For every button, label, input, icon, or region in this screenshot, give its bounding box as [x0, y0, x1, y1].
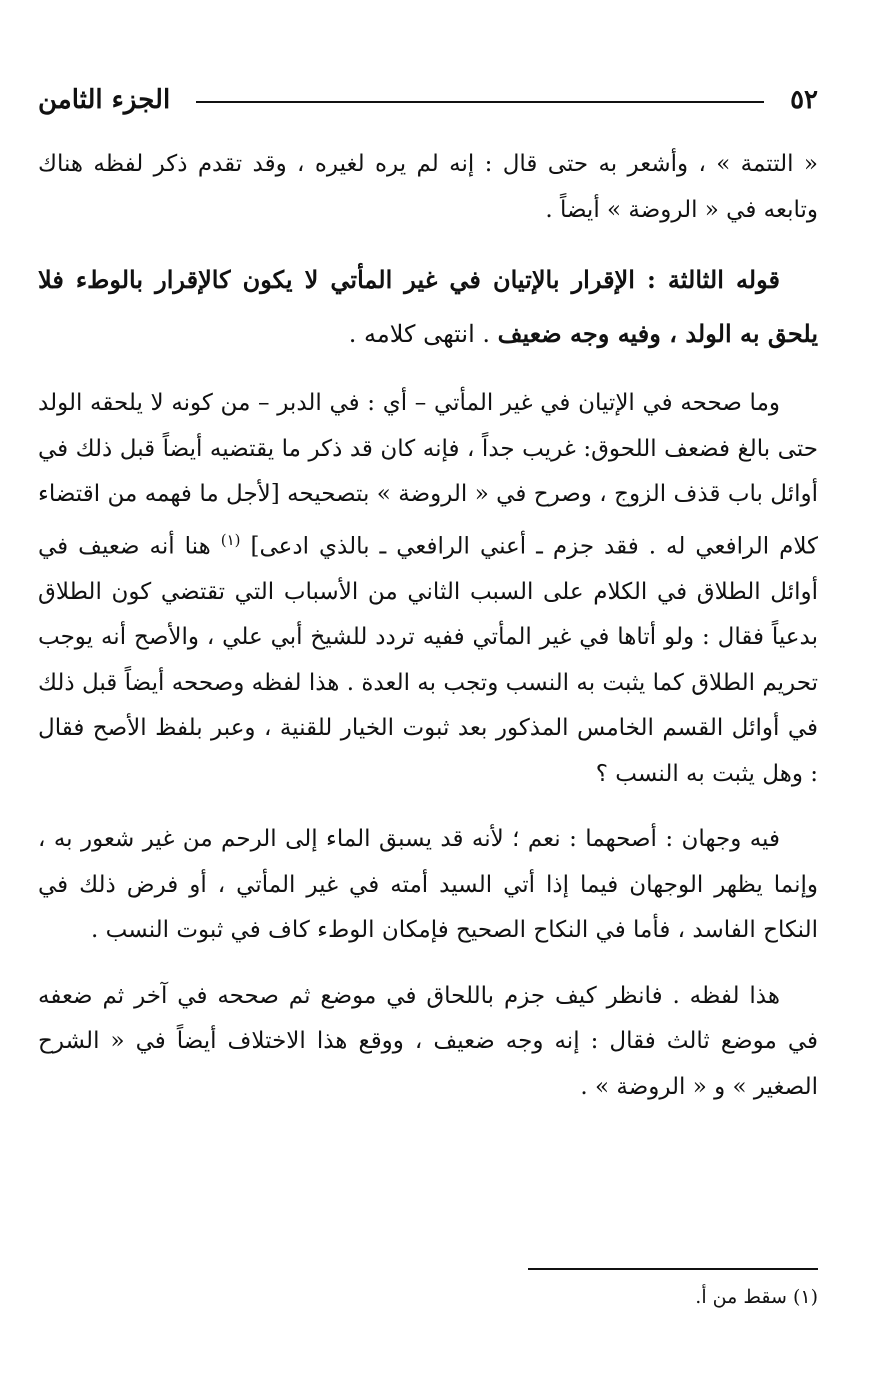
paragraph-4: فيه وجهان : أصحهما : نعم ؛ لأنه قد يسبق الماء إلى الرحم من غير شعور به ، وإنما يظهر الوجهان فيما إذا أتي السيد أمته في غير المأتي ، أو فرض ذلك في النكاح الفاسد ، فأما في النكاح الصحيح فإمكان الوطء كاف في ثبوت النسب . — [38, 826, 818, 944]
footnote-text: (١) سقط من أ. — [695, 1286, 818, 1308]
page — [38, 78, 818, 1130]
quoted-text-bold: قوله الثالثة : الإقرار بالإتيان في غير المأتي لا يكون كالإقرار بالوطء فلا يلحق به الولد ، وفيه وجه ضعيف — [38, 265, 818, 348]
header-rule — [196, 101, 764, 103]
quoted-text-tail: . انتهى كلامه . — [348, 320, 498, 348]
page-number: ٥٢ — [790, 85, 818, 115]
paragraph-2 — [38, 253, 818, 361]
paragraph-3 — [38, 381, 818, 797]
paragraph-3-part-a: وما صححه في الإتيان في غير المأتي – أي : في الدبر – من كونه لا يلحقه الولد حتى بالغ فضعف اللحوق: غريب جداً ، فإنه كان قد ذكر ما يقتضيه أيضاً قبل ذلك في أوائل باب قذف الزوج ، وصرح في « الروضة » بتصحيحه [لأجل ما فهمه من اقتضاء كلام الرافعي له . فقد جزم ـ أعني الرافعي ـ بالذي ادعى] — [38, 390, 819, 560]
footnote-area — [38, 1268, 818, 1308]
running-title: الجزء الثامن — [38, 85, 171, 115]
paragraph-5: هذا لفظه . فانظر كيف جزم باللحاق في موضع ثم صححه في آخر ثم ضعفه في موضع ثالث فقال : إنه وجه ضعيف ، ووقع هذا الاختلاف أيضاً في « الشرح الصغير » و « الروضة » . — [38, 982, 818, 1100]
page-header — [38, 78, 818, 122]
body-text — [38, 142, 818, 1110]
footnote-reference: (١) — [220, 530, 241, 549]
footnote-rule — [528, 1268, 818, 1270]
paragraph-1: « التتمة » ، وأشعر به حتى قال : إنه لم يره لغيره ، وقد تقدم ذكر لفظه هناك وتابعه في « الروضة » أيضاً . — [38, 151, 818, 223]
paragraph-3-part-b: هنا أنه ضعيف في أوائل الطلاق في الكلام على السبب الثاني من الأسباب التي تقتضي كون الطلاق بدعياً فقال : ولو أتاها في غير المأتي ففيه تردد للشيخ أبي علي ، والأصح أنه يوجب تحريم الطلاق كما يثبت به النسب وتجب به العدة . هذا لفظه وصححه أيضاً قبل ذلك في أوائل القسم الخامس المذكور بعد ثبوت الخيار للقنية ، وعبر بلفظ الأصح فقال : وهل يثبت به النسب ؟ — [38, 533, 818, 787]
